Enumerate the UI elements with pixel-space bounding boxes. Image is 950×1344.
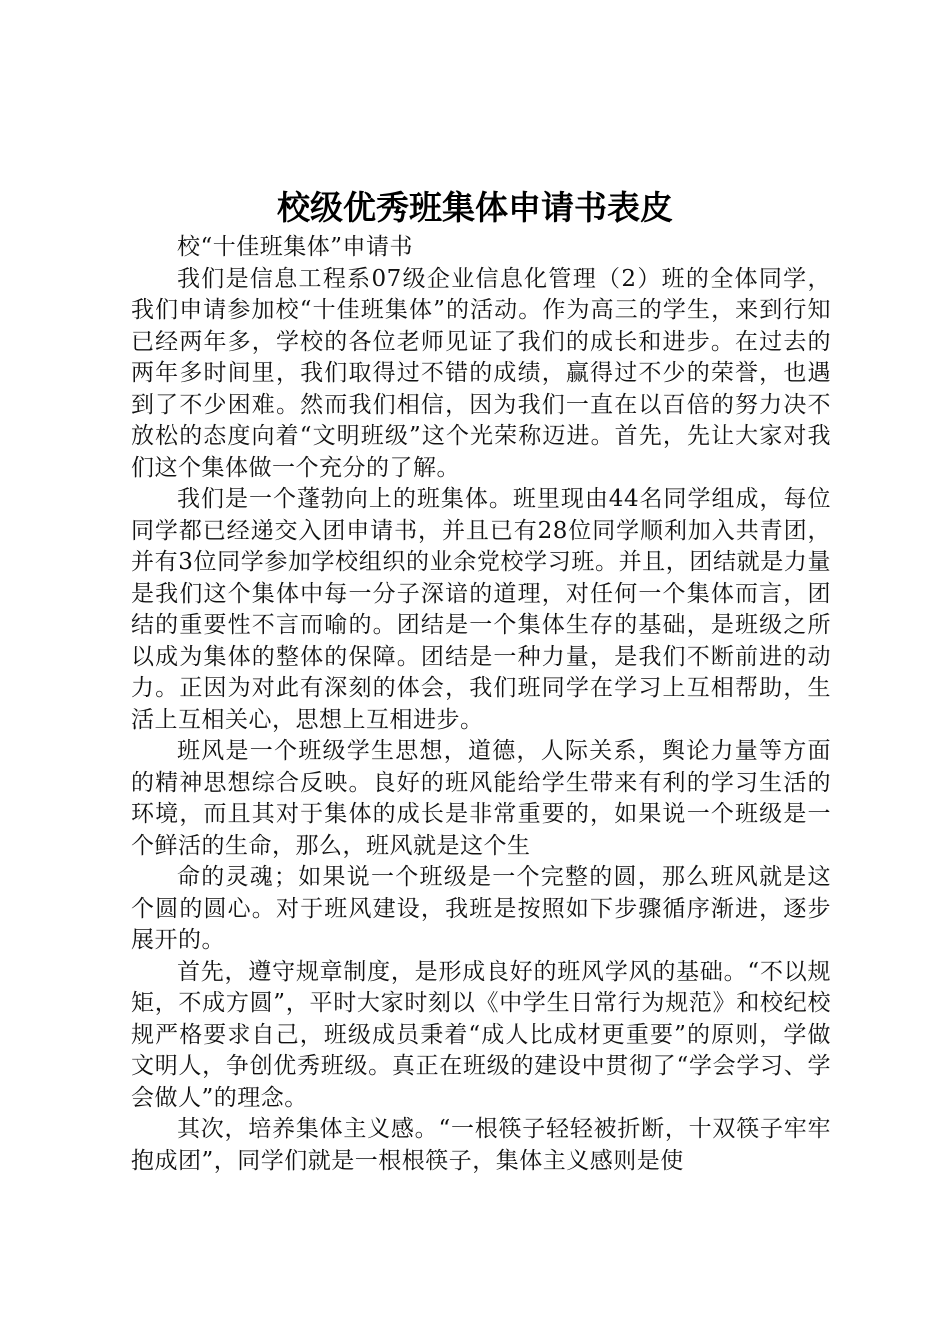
paragraph-class-spirit: 班风是一个班级学生思想，道德，人际关系，舆论力量等方面的精神思想综合反映。良好的班风能给学生带来有利的学习生活的环境，而且其对于集体的成长是非常重要的，如果说一个班级是一个鲜活的生命，那么，班风就是这个生 [131, 738, 831, 859]
paragraph-class-spirit-continued: 命的灵魂；如果说一个班级是一个完整的圆，那么班风就是这个圆的圆心。对于班风建设，我班是按照如下步骤循序渐进，逐步展开的。 [131, 864, 831, 953]
paragraph-subtitle: 校“十佳班集体”申请书 [177, 234, 414, 260]
paragraph-rules: 首先，遵守规章制度，是形成良好的班风学风的基础。“不以规矩，不成方圆”，平时大家时刻以《中学生日常行为规范》和校纪校规严格要求自己，班级成员秉着“成人比成材更重要”的原则，学做文明人，争创优秀班级。真正在班级的建设中贯彻了“学会学习、学会做人”的理念。 [131, 958, 831, 1111]
paragraph-collectivism: 其次，培养集体主义感。“一根筷子轻轻被折断，十双筷子牢牢抱成团”，同学们就是一根根筷子，集体主义感则是使 [131, 1116, 831, 1174]
document-body [131, 232, 831, 1177]
paragraph-class-overview: 我们是一个蓬勃向上的班集体。班里现由44名同学组成，每位同学都已经递交入团申请书，并且已有28位同学顺利加入共青团，并有3位同学参加学校组织的业余党校学习班。并且，团结就是力量是我们这个集体中每一分子深谙的道理，对任何一个集体而言，团结的重要性不言而喻的。团结是一个集体生存的基础，是班级之所以成为集体的整体的保障。团结是一种力量，是我们不断前进的动力。正因为对此有深刻的体会，我们班同学在学习上互相帮助，生活上互相关心，思想上互相进步。 [131, 486, 831, 733]
document-title: 校级优秀班集体申请书表皮 [277, 188, 673, 227]
paragraph-intro: 我们是信息工程系07级企业信息化管理（2）班的全体同学，我们申请参加校“十佳班集体”的活动。作为高三的学生，来到行知已经两年多，学校的各位老师见证了我们的成长和进步。在过去的两年多时间里，我们取得过不错的成绩，赢得过不少的荣誉，也遇到了不少困难。然而我们相信，因为我们一直在以百倍的努力决不放松的态度向着“文明班级”这个光荣称迈进。首先，先让大家对我们这个集体做一个充分的了解。 [131, 265, 831, 481]
